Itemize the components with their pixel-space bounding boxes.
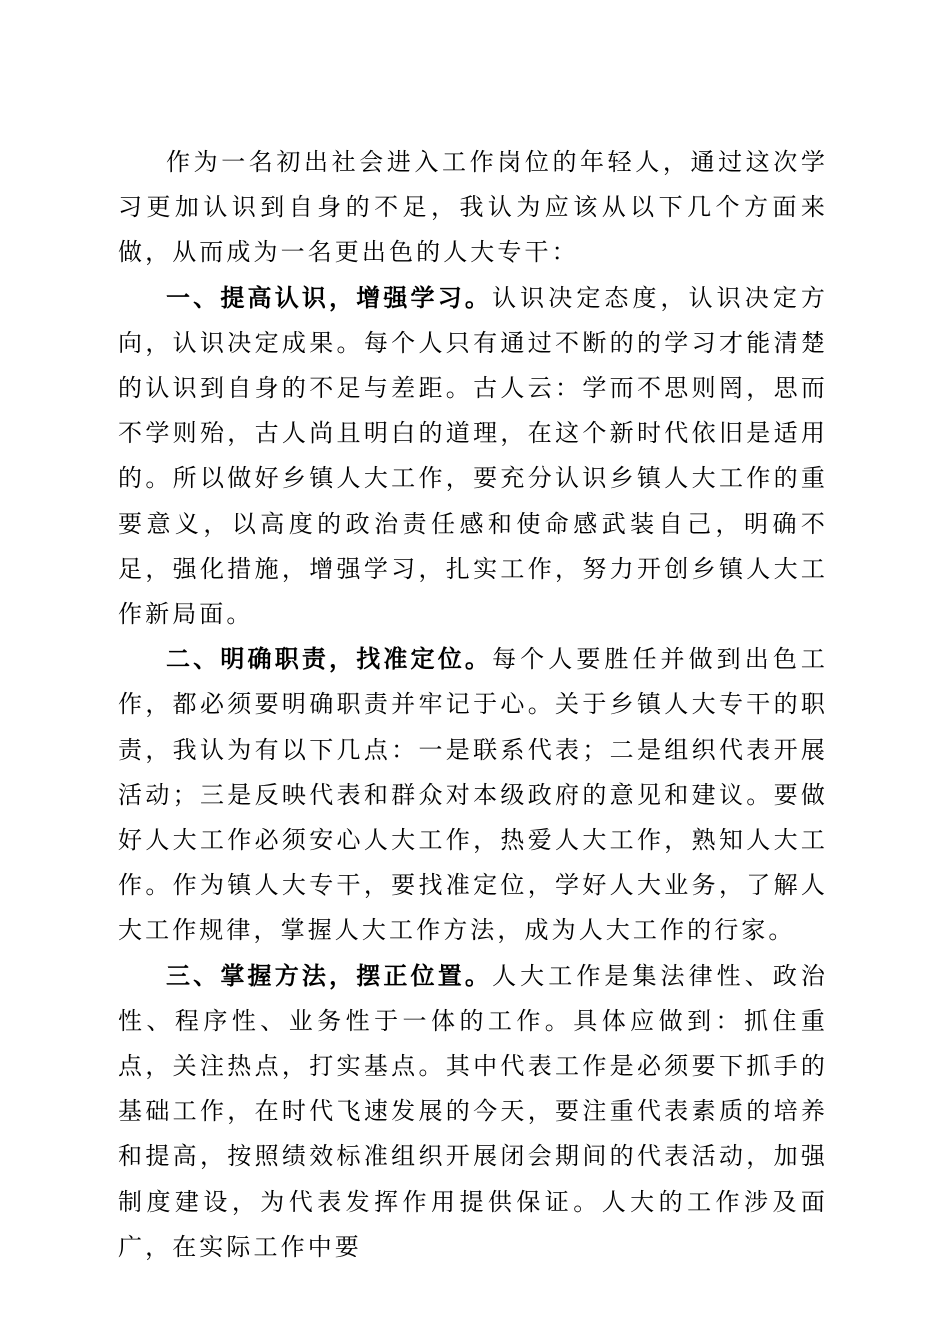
document-body [118, 140, 828, 1270]
section-2-text: 每个人要胜任并做到出色工作，都必须要明确职责并牢记于心。关于乡镇人大专干的职责，我认为有以下几点：一是联系代表；二是组织代表开展活动；三是反映代表和群众对本级政府的意见和建议。要做好人大工作必须安心人大工作，热爱人大工作，熟知人大工作。作为镇人大专干，要找准定位，学好人大业务，了解人大工作规律，掌握人大工作方法，成为人大工作的行家。 [118, 645, 829, 945]
section-3-text: 人大工作是集法律性、政治性、程序性、业务性于一体的工作。具体应做到：抓住重点，关注热点，打实基点。其中代表工作是必须要下抓手的基础工作，在时代飞速发展的今天，要注重代表素质的培养和提高，按照绩效标准组织开展闭会期间的代表活动，加强制度建设，为代表发挥作用提供保证。人大的工作涉及面广，在实际工作中要 [118, 961, 829, 1261]
section-1-paragraph [118, 276, 828, 638]
section-1-text: 认识决定态度，认识决定方向，认识决定成果。每个人只有通过不断的的学习才能清楚的认识到自身的不足与差距。古人云：学而不思则罔，思而不学则殆，古人尚且明白的道理，在这个新时代依旧是适用的。所以做好乡镇人大工作，要充分认识乡镇人大工作的重要意义，以高度的政治责任感和使命感武装自己，明确不足，强化措施，增强学习，扎实工作，努力开创乡镇人大工作新局面。 [118, 283, 829, 629]
intro-paragraph-text: 作为一名初出社会进入工作岗位的年轻人，通过这次学习更加认识到自身的不足，我认为应该从以下几个方面来做，从而成为一名更出色的人大专干： [118, 148, 828, 267]
section-3-heading: 三、掌握方法，摆正位置。 [166, 961, 493, 990]
section-3-paragraph [118, 954, 828, 1270]
section-2-heading: 二、明确职责，找准定位。 [166, 645, 493, 674]
intro-paragraph [118, 140, 828, 276]
section-1-heading: 一、提高认识，增强学习。 [166, 283, 493, 312]
section-2-paragraph [118, 637, 828, 953]
